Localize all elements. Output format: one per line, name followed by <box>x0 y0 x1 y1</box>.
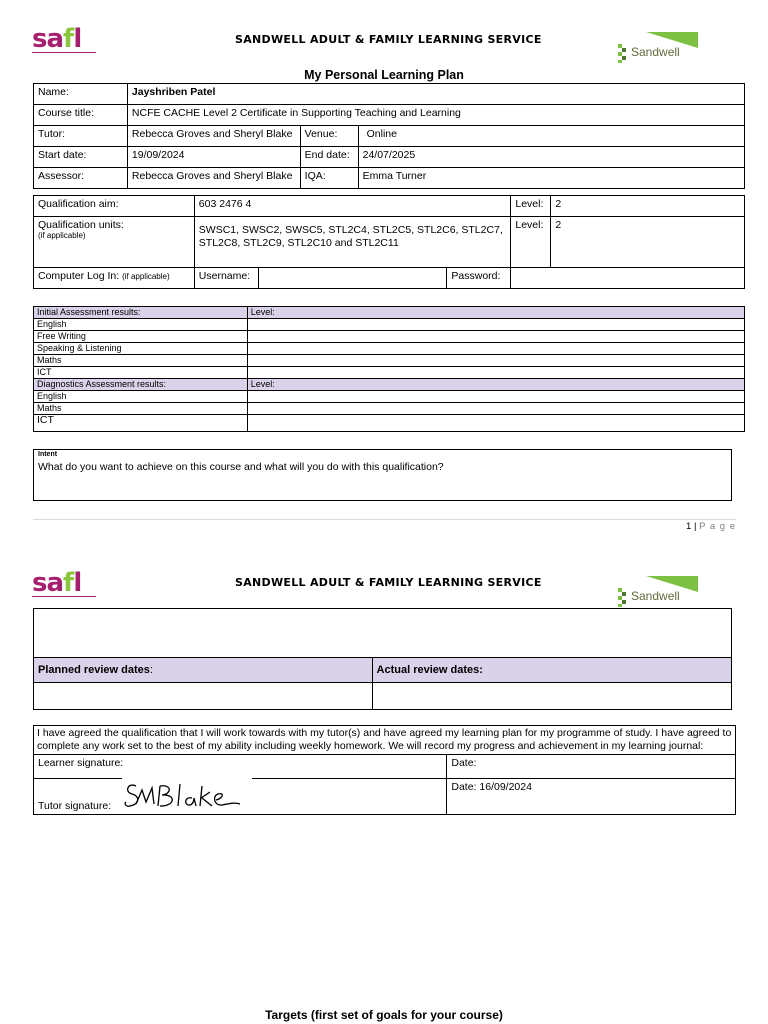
review-table <box>33 608 732 710</box>
agreement-table <box>33 725 736 815</box>
aim-label: Qualification aim: <box>34 196 195 217</box>
diag-row: English <box>34 391 248 403</box>
plan-title: My Personal Learning Plan <box>304 68 464 82</box>
units-level-label: Level: <box>511 217 551 268</box>
units-level-value: 2 <box>551 217 745 268</box>
org-title: SANDWELL ADULT & FAMILY LEARNING SERVICE <box>235 576 542 589</box>
agreement-text: I have agreed the qualification that I will work towards with my tutor(s) and have agreed my learning plan for my programme of study. I have agreed to complete any work set to the best of my ability including weekly homework. We will record my progress and achievement in my learning journal: <box>34 726 736 755</box>
learner-name: Jayshriben Patel <box>127 84 744 105</box>
initial-row: Maths <box>34 355 248 367</box>
start-label: Start date: <box>34 147 128 168</box>
aim-level-value: 2 <box>551 196 745 217</box>
tutor-signature-cell <box>34 779 447 815</box>
start-value: 19/09/2024 <box>127 147 300 168</box>
actual-review-header: Actual review dates: <box>372 658 731 683</box>
units-value: SWSC1, SWSC2, SWSC5, STL2C4, STL2C5, STL2C6, STL2C7, STL2C8, STL2C9, STL2C10 and STL2C11 <box>194 217 511 268</box>
learner-signature-label: Learner signature: <box>34 755 447 779</box>
name-label: Name: <box>34 84 128 105</box>
login-label-cell <box>34 268 195 289</box>
diag-header: Diagnostics Assessment results: <box>34 379 248 391</box>
diag-row: Maths <box>34 403 248 415</box>
safl-logo: safl <box>32 26 96 56</box>
username-value <box>258 268 447 289</box>
initial-header: Initial Assessment results: <box>34 307 248 319</box>
learner-table <box>33 83 745 189</box>
units-note: (if applicable) <box>38 231 86 240</box>
login-note: (if applicable) <box>122 272 170 281</box>
venue-label: Venue: <box>300 126 358 147</box>
initial-level-header: Level: <box>247 307 744 319</box>
handwritten-signature <box>122 778 252 814</box>
tutor-value: Rebecca Groves and Sheryl Blake <box>127 126 300 147</box>
initial-row: English <box>34 319 248 331</box>
course-label: Course title: <box>34 105 128 126</box>
assessor-value: Rebecca Groves and Sheryl Blake <box>127 168 300 189</box>
end-value: 24/07/2025 <box>358 147 744 168</box>
page-number: 1 <box>686 521 692 532</box>
username-label: Username: <box>194 268 258 289</box>
sandwell-logo: Sandwell <box>616 32 700 66</box>
units-label: Qualification units: <box>38 219 124 231</box>
diag-level-header: Level: <box>247 379 744 391</box>
qualification-table <box>33 195 745 289</box>
iqa-value: Emma Turner <box>358 168 744 189</box>
org-title: SANDWELL ADULT & FAMILY LEARNING SERVICE <box>235 33 542 46</box>
course-title: NCFE CACHE Level 2 Certificate in Supporting Teaching and Learning <box>127 105 744 126</box>
learner-date-label: Date: <box>447 755 736 779</box>
initial-row: Free Writing <box>34 331 248 343</box>
planned-review-header: Planned review dates: <box>34 658 373 683</box>
iqa-label: IQA: <box>300 168 358 189</box>
diag-row: ICT <box>34 415 248 432</box>
venue-value: Online <box>358 126 744 147</box>
tutor-signature-label: Tutor signature: <box>38 800 112 812</box>
aim-level-label: Level: <box>511 196 551 217</box>
targets-title: Targets (first set of goals for your course) <box>265 1008 503 1022</box>
password-label: Password: <box>447 268 511 289</box>
page-footer: 1 | P a g e <box>686 521 736 532</box>
aim-value: 603 2476 4 <box>194 196 511 217</box>
intent-question: What do you want to achieve on this course and what will you do with this qualification? <box>38 461 444 473</box>
footer-rule <box>33 519 736 520</box>
password-value <box>511 268 745 289</box>
intent-label: Intent <box>38 451 58 458</box>
units-label-cell <box>34 217 195 268</box>
assessor-label: Assessor: <box>34 168 128 189</box>
initial-row: ICT <box>34 367 248 379</box>
end-label: End date: <box>300 147 358 168</box>
sandwell-logo: Sandwell <box>616 576 700 610</box>
assessment-table <box>33 306 745 432</box>
initial-row: Speaking & Listening <box>34 343 248 355</box>
login-label: Computer Log In: <box>38 270 120 282</box>
page-word: P a g e <box>699 521 736 532</box>
tutor-date: Date: 16/09/2024 <box>447 779 736 815</box>
safl-logo: safl <box>32 570 96 600</box>
tutor-label: Tutor: <box>34 126 128 147</box>
intent-box <box>33 449 732 501</box>
